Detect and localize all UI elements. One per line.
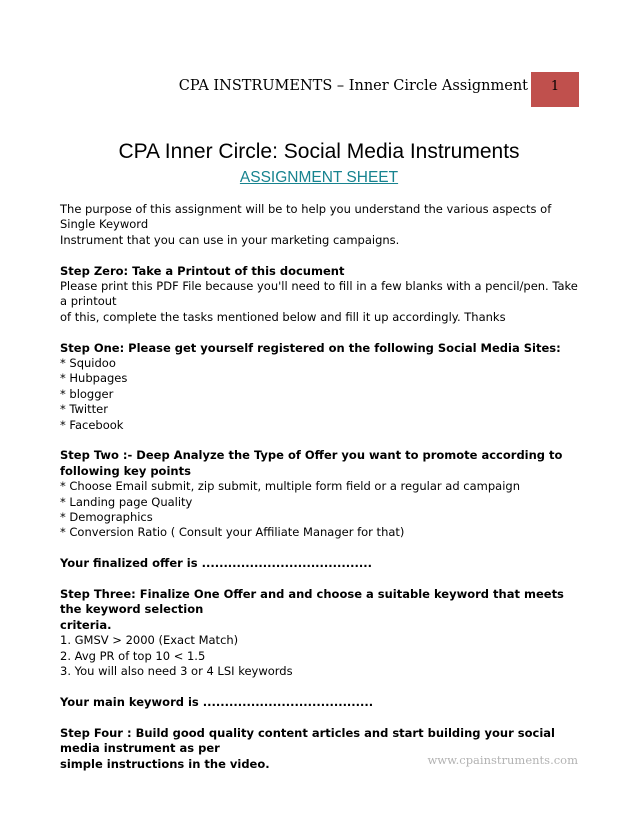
step-three-section: [60, 587, 585, 679]
intro-paragraph: [60, 202, 585, 248]
list-item: * Conversion Ratio ( Consult your Affiliate Manager for that): [60, 525, 405, 540]
step-zero-heading: Step Zero: Take a Printout of this document: [60, 263, 345, 278]
step-zero-section: [60, 264, 585, 326]
assignment-sheet-link[interactable]: ASSIGNMENT SHEET: [239, 169, 399, 186]
list-item: 3. You will also need 3 or 4 LSI keywords: [60, 664, 293, 679]
step-three-heading: criteria.: [60, 617, 112, 632]
step-three-heading: Step Three: Finalize One Offer and and choose a suitable keyword that meets the keyword selection: [60, 587, 564, 617]
list-item: * Choose Email submit, zip submit, multiple form field or a regular ad campaign: [60, 479, 521, 494]
list-item: 2. Avg PR of top 10 < 1.5: [60, 648, 206, 663]
step-two-heading: Step Two :- Deep Analyze the Type of Offer you want to promote according to following key points: [60, 448, 563, 478]
main-keyword-section: [60, 695, 585, 710]
intro-line: Instrument that you can use in your marketing campaigns.: [60, 232, 400, 247]
list-item: * Squidoo: [60, 356, 116, 371]
document-subtitle-wrapper: [0, 167, 638, 187]
page-number: 1: [550, 79, 560, 94]
step-one-heading: Step One: Please get yourself registered on the following Social Media Sites:: [60, 340, 561, 355]
main-keyword-blank: Your main keyword is .......................................: [60, 694, 374, 709]
document-title: CPA Inner Circle: Social Media Instruments: [118, 140, 520, 163]
header-title: CPA INSTRUMENTS – Inner Circle Assignment: [178, 78, 528, 94]
step-zero-text: Please print this PDF File because you'll need to fill in a few blanks with a pencil/pen. Take a printout: [60, 279, 578, 309]
list-item: 1. GMSV > 2000 (Exact Match): [60, 633, 239, 648]
step-four-heading: Step Four : Build good quality content articles and start building your social media instrument as per: [60, 725, 555, 756]
step-four-heading: simple instructions in the video.: [60, 756, 270, 771]
page-number-box: [531, 72, 579, 107]
footer-url: www.cpainstruments.com: [427, 753, 578, 767]
list-item: * Facebook: [60, 417, 124, 432]
list-item: * Hubpages: [60, 371, 128, 386]
step-zero-text: of this, complete the tasks mentioned below and fill it up accordingly. Thanks: [60, 309, 506, 324]
page-header: [0, 72, 638, 108]
document-body: [60, 202, 585, 787]
finalized-offer-blank: Your finalized offer is .......................................: [60, 556, 372, 571]
intro-line: The purpose of this assignment will be to help you understand the various aspects of Single Keyword: [60, 202, 552, 232]
step-two-section: [60, 448, 585, 540]
finalized-offer-section: [60, 556, 585, 571]
list-item: * Twitter: [60, 402, 108, 417]
step-one-section: [60, 341, 585, 433]
list-item: * Demographics: [60, 510, 153, 525]
list-item: * blogger: [60, 386, 114, 401]
list-item: * Landing page Quality: [60, 494, 193, 509]
